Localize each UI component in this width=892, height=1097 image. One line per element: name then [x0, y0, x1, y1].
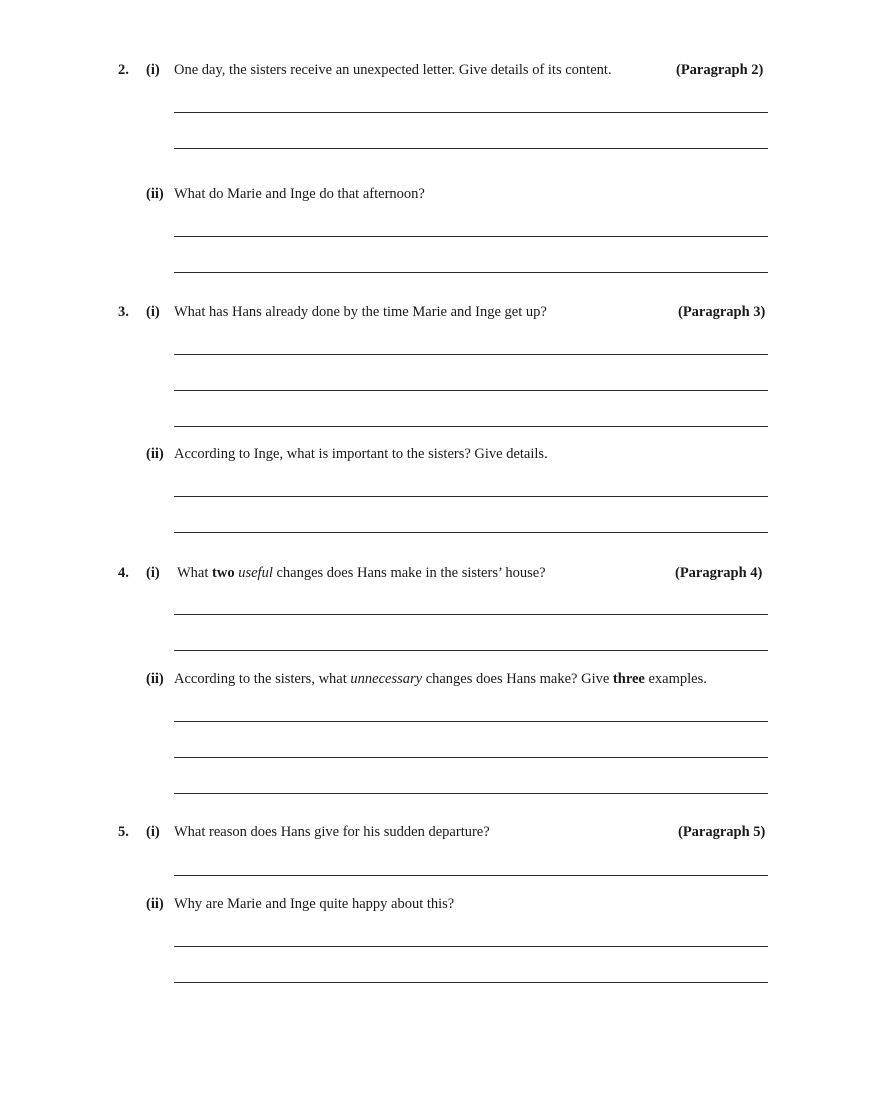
- answer-line[interactable]: [174, 272, 768, 273]
- question-text: Why are Marie and Inge quite happy about this?: [174, 896, 455, 912]
- question-text: What has Hans already done by the time Marie and Inge get up?: [174, 304, 547, 320]
- answer-line[interactable]: [174, 982, 768, 983]
- paragraph-reference: (Paragraph 4): [675, 565, 763, 581]
- question-number: 2.: [118, 62, 129, 78]
- paragraph-reference: (Paragraph 3): [678, 304, 766, 320]
- part-label: (ii): [146, 186, 164, 202]
- answer-line[interactable]: [174, 354, 768, 355]
- question-number: 4.: [118, 565, 129, 581]
- question-text: According to the sisters, what unnecessary changes does Hans make? Give three examples.: [174, 671, 707, 687]
- question-text: According to Inge, what is important to the sisters? Give details.: [174, 446, 548, 462]
- part-label: (i): [146, 824, 160, 840]
- part-label: (i): [146, 565, 160, 581]
- part-label: (i): [146, 62, 160, 78]
- answer-line[interactable]: [174, 793, 768, 794]
- answer-line[interactable]: [174, 875, 768, 876]
- answer-line[interactable]: [174, 614, 768, 615]
- question-text: One day, the sisters receive an unexpected letter. Give details of its content.: [174, 62, 612, 78]
- answer-line[interactable]: [174, 496, 768, 497]
- paragraph-reference: (Paragraph 5): [678, 824, 766, 840]
- question-text: What do Marie and Inge do that afternoon?: [174, 186, 425, 202]
- part-label: (ii): [146, 446, 164, 462]
- question-number: 5.: [118, 824, 129, 840]
- part-label: (i): [146, 304, 160, 320]
- part-label: (ii): [146, 671, 164, 687]
- answer-line[interactable]: [174, 112, 768, 113]
- answer-line[interactable]: [174, 390, 768, 391]
- answer-line[interactable]: [174, 721, 768, 722]
- answer-line[interactable]: [174, 236, 768, 237]
- paragraph-reference: (Paragraph 2): [676, 62, 764, 78]
- answer-line[interactable]: [174, 426, 768, 427]
- question-number: 3.: [118, 304, 129, 320]
- answer-line[interactable]: [174, 757, 768, 758]
- answer-line[interactable]: [174, 650, 768, 651]
- part-label: (ii): [146, 896, 164, 912]
- answer-line[interactable]: [174, 532, 768, 533]
- question-text: What two useful changes does Hans make in the sisters’ house?: [177, 565, 546, 581]
- question-text: What reason does Hans give for his sudden departure?: [174, 824, 490, 840]
- answer-line[interactable]: [174, 946, 768, 947]
- answer-line[interactable]: [174, 148, 768, 149]
